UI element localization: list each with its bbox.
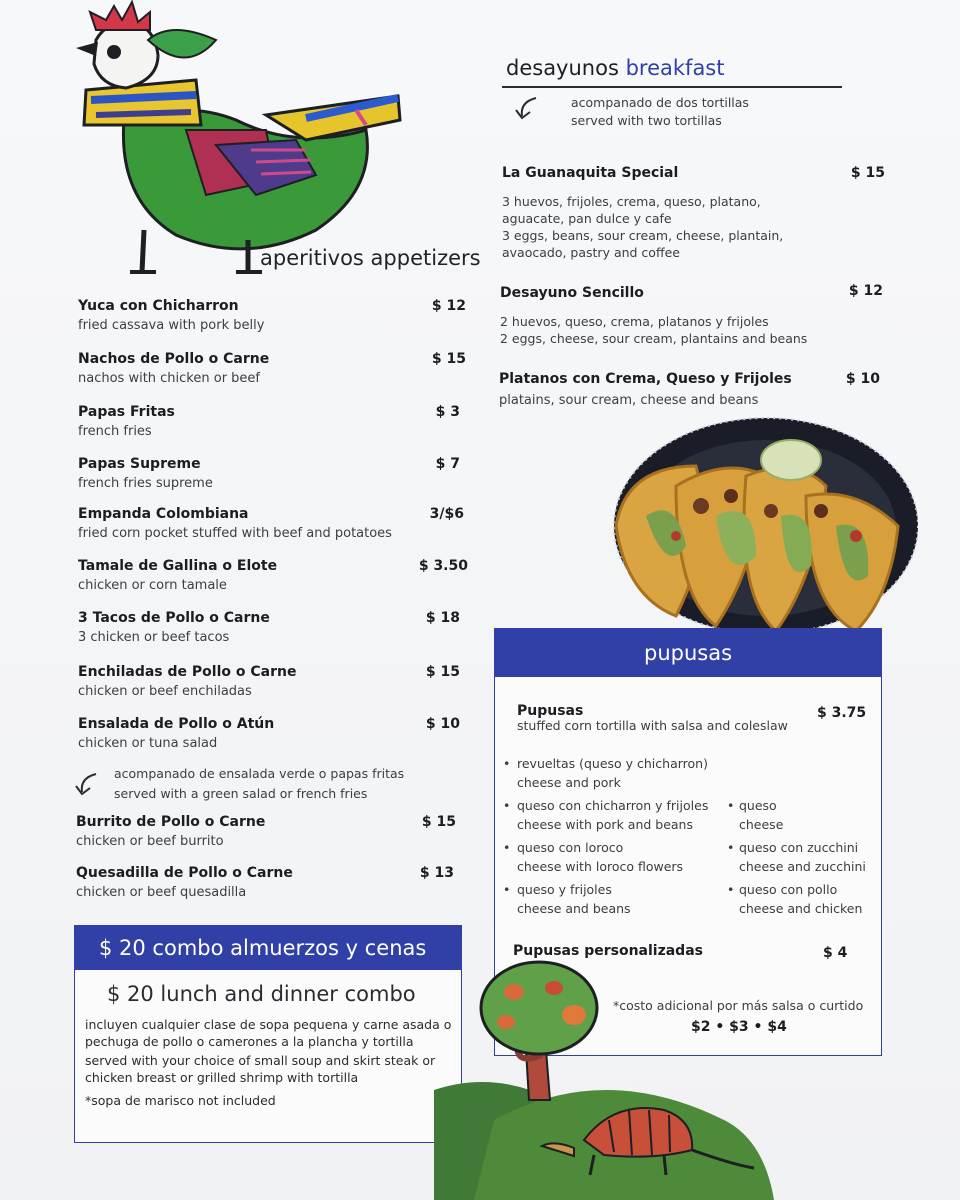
item-desc: chicken or beef burrito [76,834,224,849]
option-es: queso con chicharron y frijoles [517,798,709,813]
breakfast-note-en: served with two tortillas [571,113,722,128]
item-desc: 3 chicken or beef tacos [78,630,230,645]
item-desc: 2 huevos, queso, crema, platanos y frijoles [500,314,769,329]
item-price: $ 3 [435,404,460,420]
bullet: • [727,840,735,855]
pupusas-header: pupusas [495,629,881,677]
item-desc: avaocado, pastry and coffee [502,245,680,260]
list-item [727,839,879,881]
item-name: Burrito de Pollo o Carne [76,814,266,830]
bullet: • [503,882,511,897]
combo-box [74,925,462,1143]
item-price: $ 13 [419,865,454,881]
list-item [78,716,468,751]
list-item [503,797,725,839]
option-en: cheese and beans [517,901,631,916]
item-name: Quesadilla de Pollo o Carne [76,865,293,881]
list-item [76,865,466,900]
item-desc: fried corn pocket stuffed with beef and potatoes [78,526,392,541]
item-desc: chicken or tuna salad [78,736,218,751]
bullet: • [727,798,735,813]
pupusas-right-list [727,797,879,923]
breakfast-title-es: desayunos [506,56,619,80]
bullet: • [503,798,511,813]
option-en: cheese with loroco flowers [517,859,684,874]
appetizers-title: aperitivos appetizers [260,246,481,270]
option-en: cheese and pork [517,775,621,790]
combo-footnote: *sopa de marisco not included [85,1093,276,1108]
item-price: $ 10 [845,371,880,387]
pupusas-left-list [503,755,725,923]
item-desc: aguacate, pan dulce y cafe [502,211,672,226]
option-es: queso con loroco [517,840,624,855]
list-item [503,755,725,797]
item-price: $ 7 [435,456,460,472]
item-price: $ 12 [848,283,883,299]
combo-subtitle: $ 20 lunch and dinner combo [107,982,416,1006]
bullet: • [727,882,735,897]
item-desc: chicken or beef enchiladas [78,684,252,699]
item-desc: platains, sour cream, cheese and beans [499,393,759,408]
item-name: 3 Tacos de Pollo o Carne [78,610,270,626]
option-es: queso con pollo [739,882,838,897]
item-name: Yuca con Chicharron [78,298,239,314]
item-desc: french fries supreme [78,476,213,491]
pupusas-extra-note: *costo adicional por más salsa o curtido [613,998,864,1013]
list-item [78,664,468,699]
breakfast-note-es: acompanado de dos tortillas [571,95,749,110]
item-price: $ 3.50 [418,558,468,574]
combo-line: served with your choice of small soup and skirt steak or [85,1053,436,1068]
item-price: $ 10 [425,716,460,732]
pupusas-custom-name: Pupusas personalizadas [513,943,703,959]
item-name: Pupusas [517,703,584,719]
item-price: 3/$6 [429,506,464,522]
list-item [499,371,884,408]
list-item [727,797,879,839]
combo-header: $ 20 combo almuerzos y cenas [75,926,461,970]
item-desc: chicken or beef quesadilla [76,885,247,900]
item-desc: stuffed corn tortilla with salsa and coleslaw [517,718,788,733]
option-en: cheese [739,817,784,832]
list-item [78,298,468,333]
pupusas-custom-price: $ 4 [823,945,848,961]
list-item [502,165,887,261]
option-en: cheese and chicken [739,901,863,916]
item-desc: french fries [78,424,152,439]
item-price: $ 3.75 [817,705,867,721]
item-desc: chicken or corn tamale [78,578,227,593]
item-name: Ensalada de Pollo o Atún [78,716,275,732]
item-price: $ 12 [431,298,466,314]
item-name: Platanos con Crema, Queso y Frijoles [499,371,792,387]
item-price: $ 18 [425,610,460,626]
item-price: $ 15 [431,351,466,367]
item-price: $ 15 [425,664,460,680]
list-item [78,456,468,491]
list-item [503,881,725,923]
item-desc: nachos with chicken or beef [78,371,260,386]
appetizer-note-en: served with a green salad or french fries [114,786,368,801]
item-name: Empanda Colombiana [78,506,249,522]
bullet: • [503,840,511,855]
breakfast-title-en: breakfast [625,56,725,80]
item-desc: 3 eggs, beans, sour cream, cheese, plantain, [502,228,784,243]
list-item [78,610,468,645]
option-es: queso y frijoles [517,882,612,897]
item-name: Desayuno Sencillo [500,285,644,301]
list-item [500,285,885,347]
list-item [727,881,879,923]
option-en: cheese with pork and beans [517,817,693,832]
curved-arrow-icon [74,770,104,800]
item-desc: fried cassava with pork belly [78,318,265,333]
tree-armadillo-illustration [434,960,774,1200]
appetizer-note-es: acompanado de ensalada verde o papas fritas [114,766,405,781]
item-name: Papas Supreme [78,456,201,472]
item-name: La Guanaquita Special [502,165,679,181]
option-en: cheese and zucchini [739,859,866,874]
pupusas-extra-prices: $2 • $3 • $4 [691,1019,787,1035]
rooster-illustration [66,0,406,280]
item-price: $ 15 [421,814,456,830]
item-desc: 2 eggs, cheese, sour cream, plantains and beans [500,331,808,346]
option-es: queso con zucchini [739,840,859,855]
combo-line: chicken breast or grilled shrimp with tortilla [85,1070,359,1085]
combo-line: incluyen cualquier clase de sopa pequena y carne asada o [85,1017,452,1032]
list-item [78,506,468,541]
item-desc: 3 huevos, frijoles, crema, queso, platano, [502,194,761,209]
item-name: Tamale de Gallina o Elote [78,558,278,574]
list-item [78,351,468,386]
item-price: $ 15 [850,165,885,181]
curved-arrow-icon [514,94,544,124]
combo-line: pechuga de pollo o camerones a la plancha y tortilla [85,1034,414,1049]
list-item [78,558,468,593]
bullet: • [503,756,511,771]
tacos-photo [606,416,918,634]
item-name: Papas Fritas [78,404,175,420]
item-name: Nachos de Pollo o Carne [78,351,270,367]
pupusas-main-name [517,703,788,733]
divider [502,86,842,88]
list-item [503,839,725,881]
list-item [76,814,466,849]
option-es: revueltas (queso y chicharron) [517,756,708,771]
breakfast-title [506,56,724,80]
list-item [78,404,468,439]
item-name: Enchiladas de Pollo o Carne [78,664,297,680]
option-es: queso [739,798,777,813]
